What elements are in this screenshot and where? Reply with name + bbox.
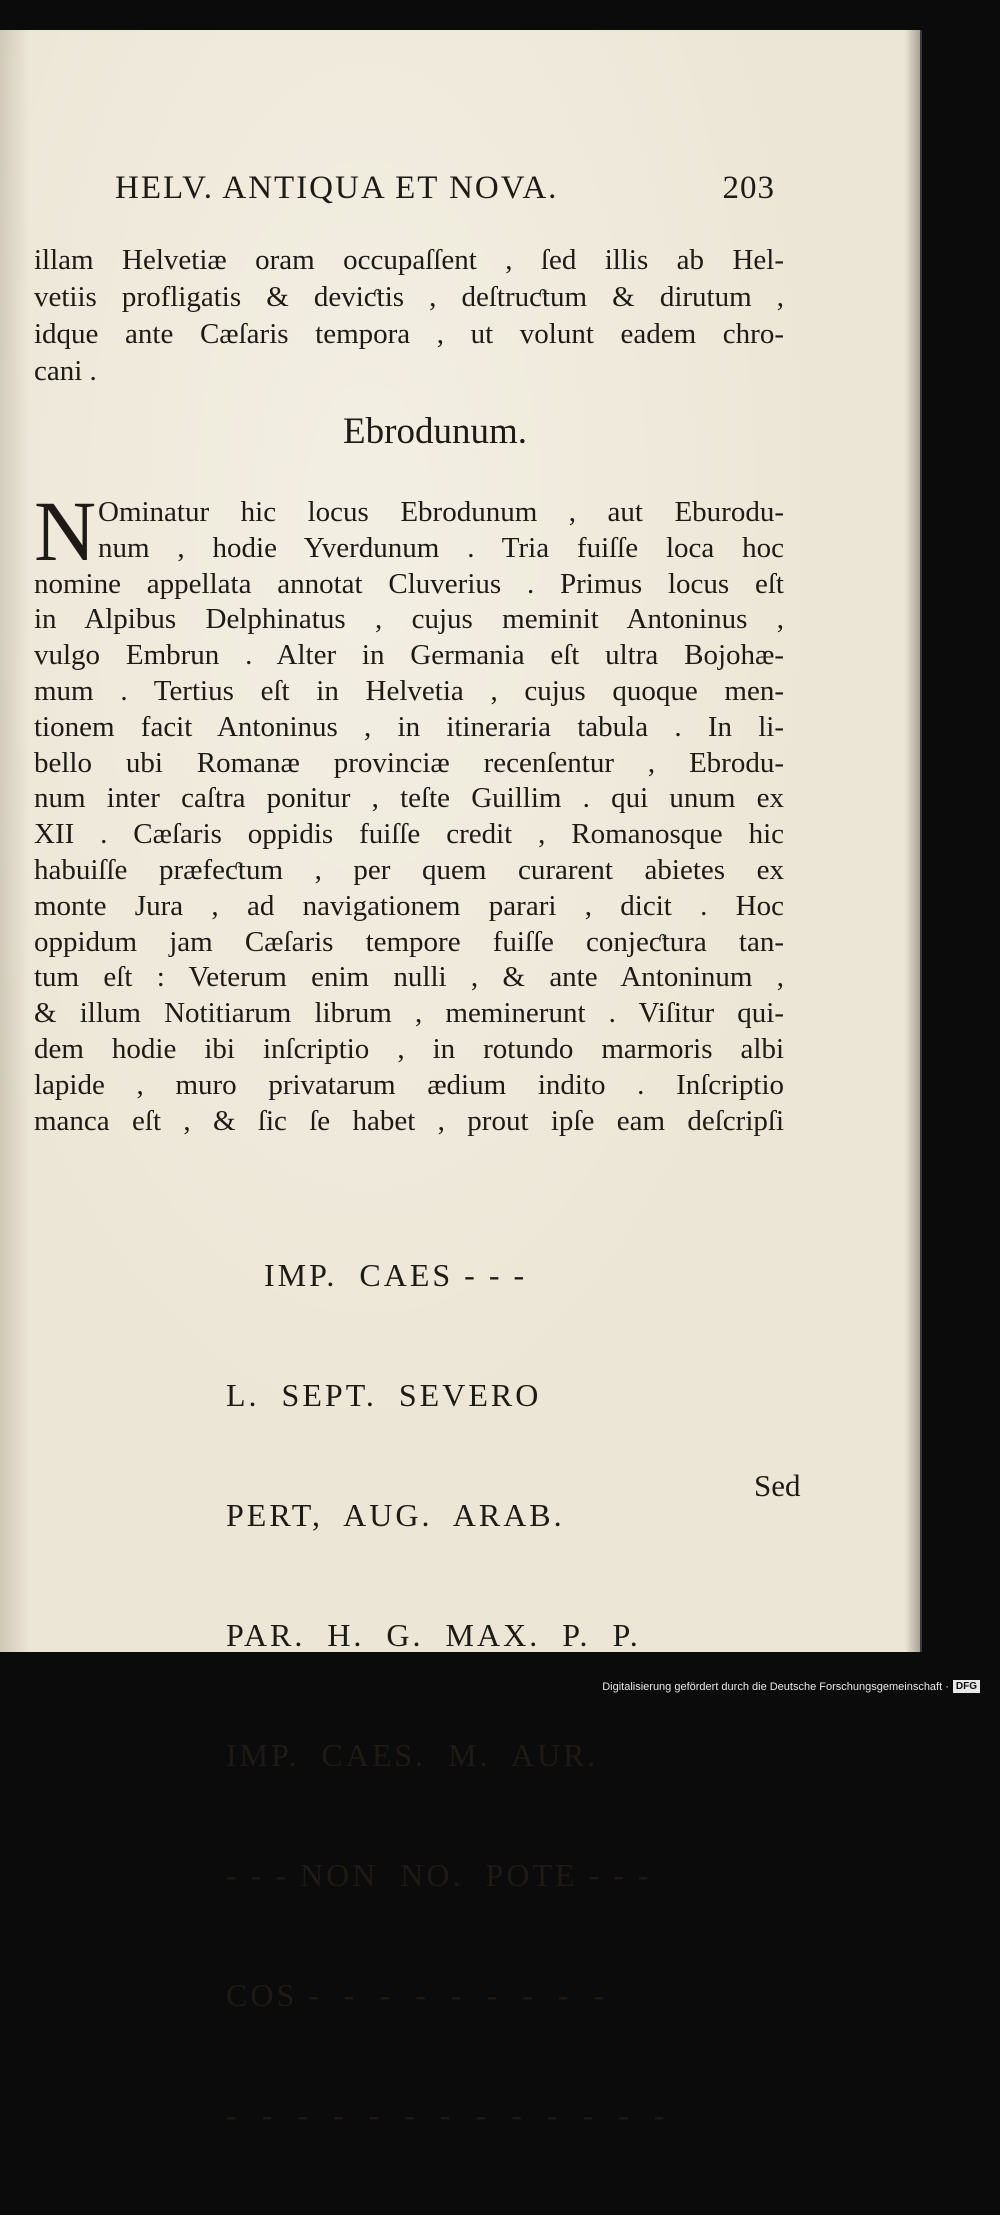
text-line: vulgo Embrun . Alter in Germania eſt ultra Bojohæ- [34, 639, 784, 672]
text-line: in Alpibus Delphinatus , cujus meminit Antoninus , [34, 603, 784, 636]
inscription-line: PERT, AUG. ARAB. [226, 1497, 565, 1533]
digitization-credit [602, 1680, 980, 1693]
text-line: tum eſt : Veterum enim nulli , & ante Antoninum , [34, 961, 784, 994]
text-line: idque ante Cæſaris tempora , ut volunt eadem chro- [34, 318, 784, 350]
text-line: num inter caſtra ponitur , teſte Guillim . qui unum ex [34, 782, 784, 815]
catchword: Sed [754, 1468, 801, 1503]
inscription-line: PAR. H. G. MAX. P. P. [226, 1617, 641, 1653]
text-line: dem hodie ibi inſcriptio , in rotundo marmoris albi [34, 1032, 784, 1065]
intro-paragraph [34, 242, 784, 390]
text-line: lapide , muro privatarum ædium indito . Inſcriptio [34, 1068, 784, 1101]
text-line: num , hodie Yverdunum . Tria fuiſſe loca hoc [98, 531, 784, 564]
inscription-line: - - - - - - - - - - - - - [226, 2097, 668, 2133]
text-line: cani . [34, 355, 97, 387]
text-line: vetiis profligatis & deviƈtis , deſtruƈtum & dirutum , [34, 281, 784, 313]
inscription-line: IMP. CAES - - - [264, 1257, 528, 1293]
text-line: mum . Tertius eſt in Helvetia , cujus quoque men- [34, 674, 784, 707]
section-heading: Ebrodunum. [343, 411, 527, 452]
page-number: 203 [722, 170, 775, 206]
inscription-line: IMP. CAES. M. AUR. [226, 1737, 599, 1773]
text-line: XII . Cæſaris oppidis fuiſſe credit , Romanosque hic [34, 818, 784, 851]
inscription-line: - - - NON NO. POTE - - - [226, 1857, 652, 1893]
text-line: bello ubi Romanæ provinciæ recenſentur , Ebrodu- [34, 746, 784, 779]
dfg-logo: DFG [953, 1680, 980, 1693]
text-line: Ominatur hic locus Ebrodunum , aut Eburodu- [98, 496, 784, 528]
text-line: manca eſt , & ſic ſe habet , prout ipſe eam deſcripſi [34, 1104, 784, 1137]
text-line: oppidum jam Cæſaris tempore fuiſſe conjeƈtura tan- [34, 925, 784, 958]
body-paragraph [34, 483, 784, 1139]
text-line: nomine appellata annotat Cluverius . Primus locus eſt [34, 567, 784, 600]
inscription-line: L. SEPT. SEVERO [226, 1377, 542, 1413]
credit-text: Digitalisierung gefördert durch die Deutsche Forschungsgemeinschaft · [602, 1680, 949, 1693]
page-edge-shadow [905, 30, 920, 1652]
text-line: illam Helvetiæ oram occupaſſent , ſed illis ab Hel- [34, 244, 784, 276]
text-line: tionem facit Antoninus , in itineraria tabula . In li- [34, 710, 784, 743]
text-line: habuiſſe præfeƈtum , per quem curarent abietes ex [34, 853, 784, 886]
inscription-line: COS - - - - - - - - - [226, 1977, 608, 2013]
text-line: monte Jura , ad navigationem parari , dicit . Hoc [34, 889, 784, 922]
inscription-block [226, 1175, 668, 2215]
text-line: & illum Notitiarum librum , meminerunt . Viſitur qui- [34, 997, 784, 1030]
header-title: HELV. ANTIQUA ET NOVA. [115, 170, 559, 206]
drop-cap: N [34, 483, 97, 579]
